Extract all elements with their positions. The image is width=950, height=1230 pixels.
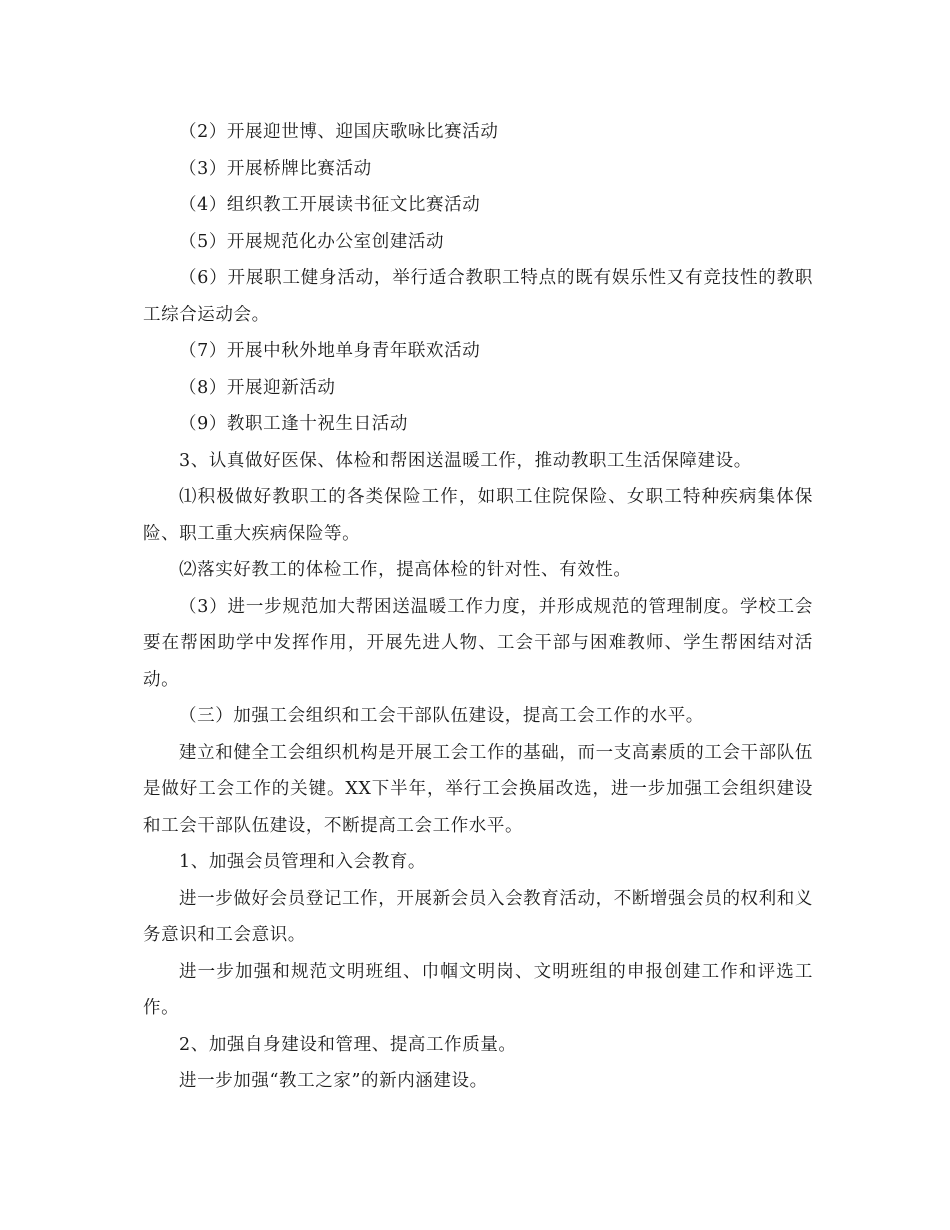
section-heading-1: 1、加强会员管理和入会教育。	[179, 852, 427, 872]
paragraph-poverty-aid: （3）进一步规范加大帮困送温暖工作力度，并形成规范的管理制度。学校工会要在帮困助学中发挥作用，开展先进人物、工会干部与困难教师、学生帮困结对活动。	[143, 596, 813, 690]
paragraph-member-registration: 进一步做好会员登记工作，开展新会员入会教育活动，不断增强会员的权利和义务意识和工会意识。	[143, 888, 813, 945]
paragraph-item-2: （2）开展迎世博、迎国庆歌咏比赛活动	[179, 122, 499, 142]
paragraph-health-check: ⑵落实好教工的体检工作，提高体检的针对性、有效性。	[179, 560, 632, 580]
paragraph-item-7: （7）开展中秋外地单身青年联欢活动	[179, 341, 481, 361]
section-heading-2: 2、加强自身建设和管理、提高工作质量。	[179, 1034, 517, 1055]
paragraph-item-4: （4）组织教工开展读书征文比赛活动	[179, 195, 481, 215]
document-body	[143, 114, 813, 1100]
paragraph-item-6: （6）开展职工健身活动，举行适合教职工特点的既有娱乐性又有竞技性的教职工综合运动会。	[143, 268, 813, 325]
paragraph-item-8: （8）开展迎新活动	[179, 377, 336, 398]
paragraph-item-3: （3）开展桥牌比赛活动	[179, 158, 372, 179]
paragraph-civilized-groups: 进一步加强和规范文明班组、巾帼文明岗、文明班组的申报创建工作和评选工作。	[143, 961, 813, 1018]
paragraph-union-organization: 建立和健全工会组织机构是开展工会工作的基础，而一支高素质的工会干部队伍是做好工会工作的关键。XX下半年，举行工会换届改选，进一步加强工会组织建设和工会干部队伍建设，不断提高工会工作水平。	[143, 742, 813, 836]
section-heading-three: （三）加强工会组织和工会干部队伍建设，提高工会工作的水平。	[179, 706, 704, 726]
paragraph-teachers-home: 进一步加强“教工之家”的新内涵建设。	[179, 1071, 488, 1091]
paragraph-item-5: （5）开展规范化办公室创建活动	[179, 231, 445, 252]
section-heading-3: 3、认真做好医保、体检和帮困送温暖工作，推动教职工生活保障建设。	[179, 450, 752, 471]
paragraph-item-9: （9）教职工逢十祝生日活动	[179, 414, 408, 434]
paragraph-insurance: ⑴积极做好教职工的各类保险工作，如职工住院保险、女职工特种疾病集体保险、职工重大疾病保险等。	[143, 487, 813, 544]
